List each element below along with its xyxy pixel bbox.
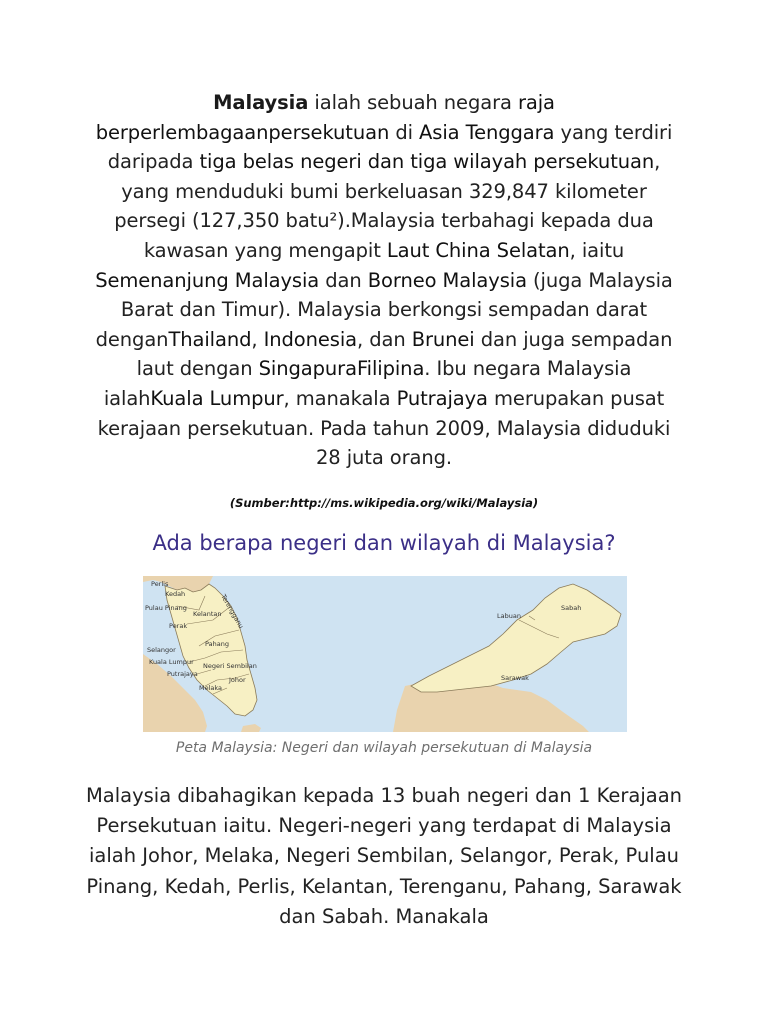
intro-text: di [389, 120, 420, 144]
map-label-sarawak: Sarawak [501, 674, 529, 682]
putrajaya-link[interactable]: Putrajaya [396, 386, 488, 410]
malaysia-link[interactable]: Malaysia [213, 91, 309, 114]
kuala-lumpur-link[interactable]: Kuala Lumpur [150, 386, 284, 410]
intro-text: , yang menduduki bumi berkeluasan 329,847 kilometer persegi (127,350 batu²).Malaysia terbahagi kepada dua kawasan yang mengapit [114, 150, 661, 262]
intro-text: dan juga sempadan laut dengan [136, 327, 673, 381]
singapura-link[interactable]: Singapura [258, 357, 357, 381]
thailand-link[interactable]: Thailand [168, 327, 252, 351]
map-label-pulau-pinang: Pulau Pinang [145, 604, 187, 612]
intro-text: (juga Malaysia Barat dan Timur). Malaysia berkongsi sempadan darat dengan [95, 268, 673, 351]
negeri-wilayah-link[interactable]: tiga belas negeri dan tiga wilayah persekutuan [199, 150, 655, 174]
intro-text: ialah sebuah negara [308, 91, 518, 114]
intro-text: , iaitu [569, 238, 625, 262]
map-label-johor: Johor [229, 676, 246, 684]
map-label-perlis: Perlis [151, 580, 169, 588]
laut-china-selatan-link[interactable]: Laut China Selatan [386, 238, 570, 262]
map-label-melaka: Melaka [199, 684, 223, 692]
map-label-kuala-lumpur: Kuala Lumpur [149, 658, 194, 666]
states-paragraph: Malaysia dibahagikan kepada 13 buah negeri dan 1 Kerajaan Persekutuan iaitu. Negeri-negeri yang terdapat di Malaysia ialah Johor, Melaka, Negeri Sembilan, Selangor, Perak, Pulau Pinang, Kedah, Perlis, Kelantan, Terenganu, Pahang, Sarawak dan Sabah. Manakala [85, 784, 683, 928]
intro-paragraph [90, 88, 678, 473]
intro-text: merupakan pusat kerajaan persekutuan. Pada tahun 2009, Malaysia diduduki 28 juta orang. [97, 386, 671, 470]
intro-text: . Ibu negara Malaysia ialah [103, 357, 632, 410]
malaysia-map [143, 576, 627, 732]
map-label-terengganu: Terengganu [219, 593, 246, 630]
filipina-link[interactable]: Filipina [356, 357, 425, 381]
map-label-labuan: Labuan [497, 612, 521, 620]
intro-text: , [251, 327, 264, 351]
map-label-perak: Perak [169, 622, 188, 630]
raja-berperlembagaan-link[interactable]: raja berperlembagaan [95, 91, 555, 144]
intro-text: dan [319, 268, 368, 292]
map-caption: Peta Malaysia: Negeri dan wilayah persekutuan di Malaysia [175, 740, 593, 756]
intro-text: , manakala [283, 386, 397, 410]
intro-text: yang terdiri daripada [107, 120, 673, 174]
asia-tenggara-link[interactable]: Asia Tenggara [419, 120, 555, 144]
map-label-sabah: Sabah [561, 604, 582, 612]
map-label-negeri-sembilan: Negeri Sembilan [203, 662, 257, 670]
map-label-selangor: Selangor [147, 646, 176, 654]
intro-text: , dan [357, 327, 412, 351]
indonesia-link[interactable]: Indonesia [263, 327, 357, 351]
persekutuan-link[interactable]: persekutuan [268, 120, 390, 144]
brunei-link[interactable]: Brunei [411, 327, 475, 351]
section-heading: Ada berapa negeri dan wilayah di Malaysia? [152, 531, 616, 555]
semenanjung-malaysia-link[interactable]: Semenanjung Malaysia [95, 268, 320, 292]
map-label-kelantan: Kelantan [193, 610, 222, 618]
map-label-putrajaya: Putrajaya [167, 670, 198, 678]
source-citation: (Sumber:http://ms.wikipedia.org/wiki/Malaysia) [229, 496, 539, 510]
borneo-malaysia-link[interactable]: Borneo Malaysia [367, 268, 527, 292]
map-label-kedah: Kedah [165, 590, 186, 598]
map-label-pahang: Pahang [205, 640, 229, 648]
